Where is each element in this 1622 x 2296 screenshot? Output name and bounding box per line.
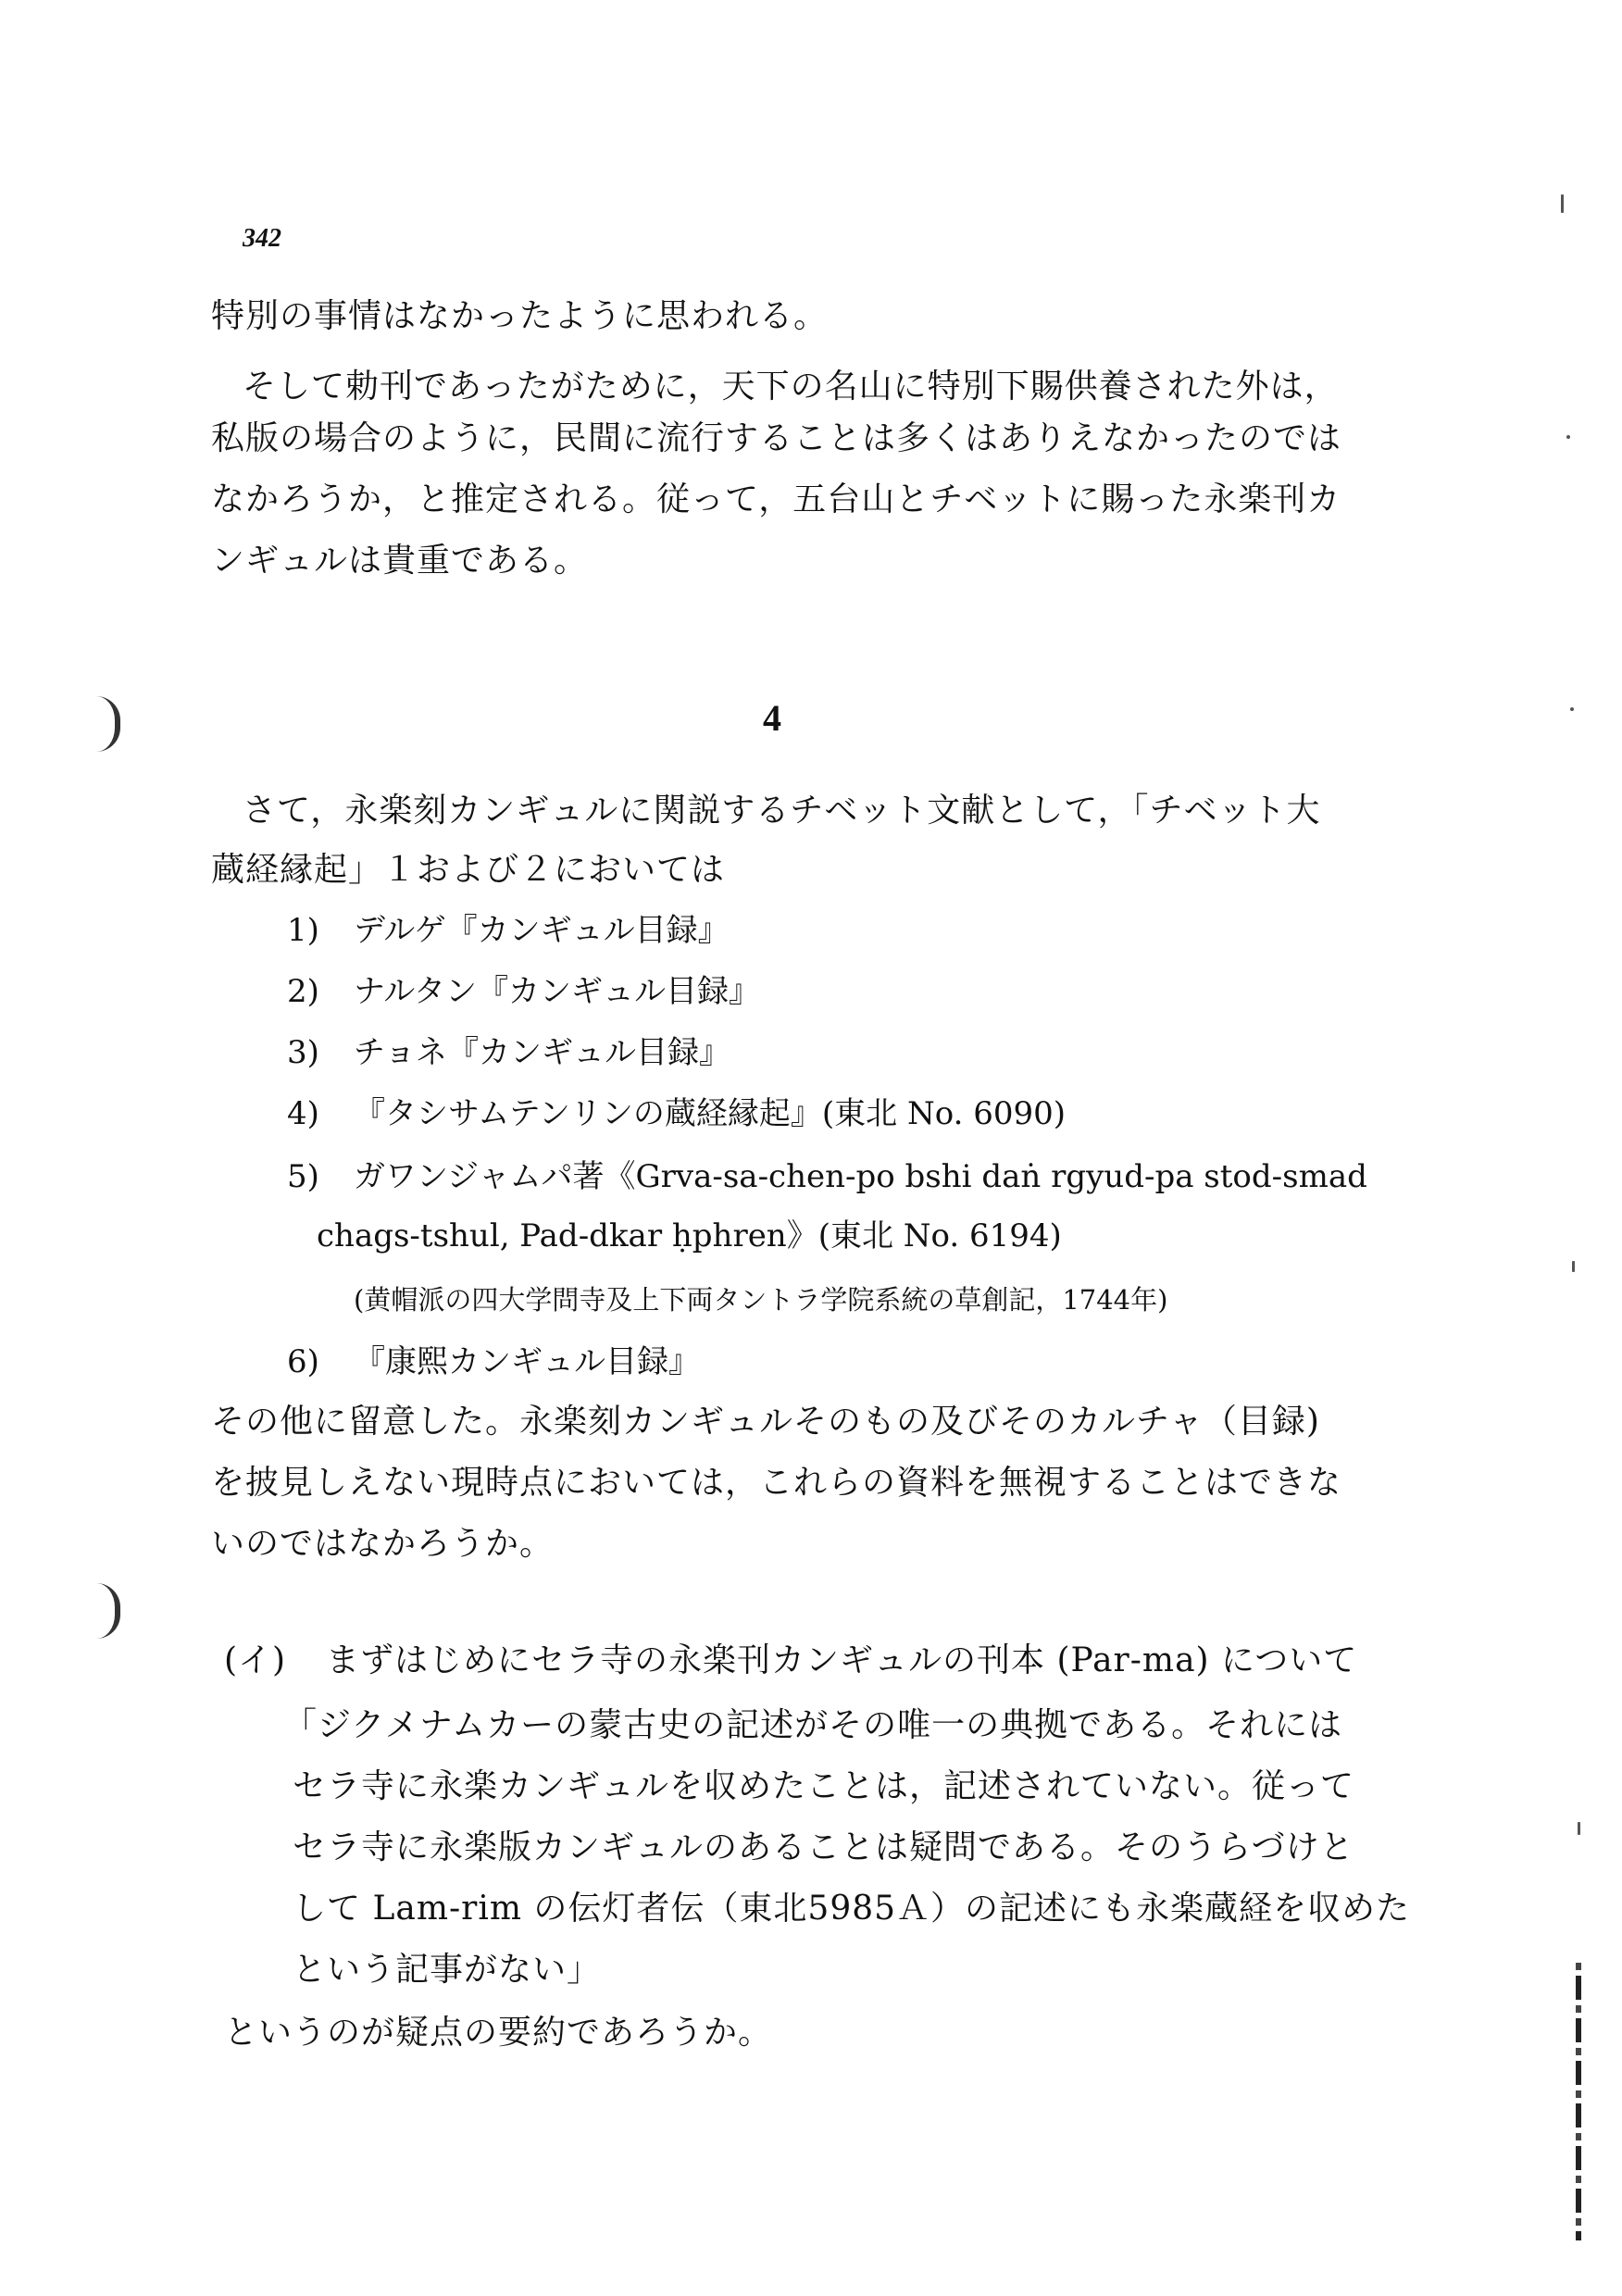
scan-speck [1572,1261,1575,1272]
page-number: 342 [243,224,281,253]
list-text: ナルタン『カンギュル目録』 [354,973,760,1010]
scan-speck [1566,435,1570,439]
intro-line-5: ンギュルは貴重である。 [211,542,589,580]
intro-line-1: 特別の事情はなかったように思われる。 [211,297,829,335]
list-text: チョネ『カンギュル目録』 [354,1034,730,1071]
quote-line-5: という記事がない」 [293,1951,602,1989]
after-list-line-3: いのではなかろうか。 [211,1525,555,1563]
intro-line-4: なかろうか，と推定される。従って，五台山とチベットに賜った永楽刊カ [211,480,1341,518]
after-list-line-2: を披見しえない現時点においては，これらの資料を無視することはできな [211,1464,1342,1502]
scan-speck [1561,194,1564,213]
list-text: ガワンジャムパ著《Grva-sa-chen-po bshi daṅ rgyud-pa stod-smad [354,1158,1367,1195]
list-item-continuation: chags-tshul, Pad-dkar ḥphren》(東北 No. 6194) [317,1217,1062,1254]
list-item-note: (黄帽派の四大学問寺及上下両タントラ学院系統の草創記，1744年) [354,1284,1168,1316]
list-text: デルゲ『カンギュル目録』 [354,912,730,949]
list-number: 4) [287,1095,319,1132]
list-number: 6) [287,1343,319,1380]
closing-line: というのが疑点の要約であろうか。 [224,2014,773,2052]
list-number: 3) [287,1034,319,1071]
intro-line-2: そして勅刊であったがために，天下の名山に特別下賜供養された外は， [243,368,1339,406]
after-list-line-1: その他に留意した。永楽刻カンギュルそのもの及びそのカルチャ（目録) [211,1403,1320,1441]
list-item [287,1341,700,1383]
quote-line-2: セラ寺に永楽カンギュルを収めたことは，記述されていない。従って [293,1767,1355,1805]
section-intro-line-1: さて，永楽刻カンギュルに関説するチベット文献として，「チベット大 [243,792,1321,830]
edge-strip [1576,1963,1581,2240]
list-item [287,909,730,952]
subsection-heading-line [224,1639,1357,1683]
scan-speck [1570,707,1574,711]
quote-line-4: して Lam-rim の伝灯者伝（東北5985Ａ）の記述にも永楽蔵経を収めた [293,1890,1411,1928]
list-item [287,1092,1066,1135]
list-item [287,1031,730,1074]
intro-line-3: 私版の場合のように，民間に流行することは多くはありえなかったのでは [211,419,1342,457]
list-number: 2) [287,973,319,1010]
list-text: 『タシサムテンリンの蔵経縁起』(東北 No. 6090) [354,1095,1067,1132]
scan-speck [1578,1822,1580,1835]
subsection-heading: まずはじめにセラ寺の永楽刊カンギュルの刊本 (Par-ma) について [326,1641,1358,1679]
list-number: 1) [287,912,319,949]
subsection-label: (イ) [224,1641,287,1679]
list-item [287,970,760,1013]
binding-hole-mark [96,696,120,752]
section-heading: 4 [763,697,781,739]
list-text: 『康熙カンギュル目録』 [354,1343,700,1380]
quote-line-3: セラ寺に永楽版カンギュルのあることは疑問である。そのうらづけと [293,1828,1354,1866]
list-item [287,1155,1367,1198]
binding-hole-mark [96,1583,120,1639]
list-number: 5) [287,1158,319,1195]
quote-line-1: 「ジクメナムカーの蒙古史の記述がその唯一の典拠である。それには [283,1706,1343,1744]
section-intro-line-2: 蔵経縁起」１および２においては [211,851,726,889]
